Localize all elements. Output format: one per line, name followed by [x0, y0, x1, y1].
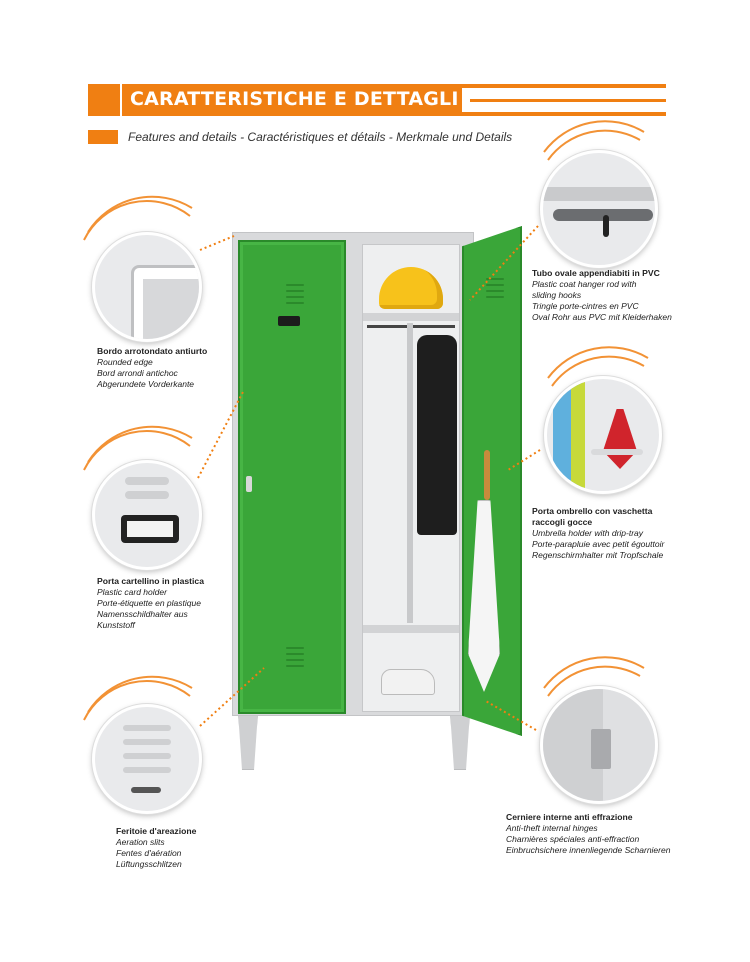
caption-title: Bordo arrotondato antiurto: [97, 346, 208, 356]
arc-aeration: [84, 681, 190, 720]
page-title: CARATTERISTICHE E DETTAGLI: [130, 88, 459, 110]
caption-fr: Tringle porte-cintres en PVC: [532, 301, 639, 311]
page-subtitle: Features and details - Caractéristiques et détails - Merkmale und Details: [128, 130, 513, 144]
connector-coat-rod: [470, 226, 538, 300]
connector-umbrella: [508, 450, 540, 470]
caption-en: Plastic coat hanger rod with: [532, 279, 637, 289]
caption-fr: Porte-parapluie avec petit égouttoir: [532, 539, 665, 549]
caption-en-continued: sliding hooks: [532, 290, 582, 300]
caption-de: Abgerundete Vorderkante: [97, 379, 195, 389]
connector-hinges: [484, 700, 536, 730]
caption-title: Feritoie d'areazione: [116, 826, 197, 836]
caption-de: Regenschirmhalter mit Tropfschale: [532, 550, 664, 560]
caption-fr: Porte-étiquette en plastique: [97, 598, 201, 608]
caption-fr: Bord arrondi antichoc: [97, 368, 178, 378]
caption-de: Namensschildhalter aus: [97, 609, 188, 619]
arc-rounded-edge: [84, 201, 190, 240]
caption-de: Oval Rohr aus PVC mit Kleiderhaken: [532, 312, 672, 322]
caption-en: Umbrella holder with drip-tray: [532, 528, 644, 538]
caption-en: Plastic card holder: [97, 587, 167, 597]
caption-fr: Charnières spéciales anti-effraction: [506, 834, 640, 844]
caption-title-continued: raccogli gocce: [532, 517, 593, 527]
connector-aeration: [200, 668, 264, 726]
connector-card-holder: [198, 390, 244, 478]
caption-fr: Fentes d'aération: [116, 848, 182, 858]
caption-de: Einbruchsichere innenliegende Scharnieren: [506, 845, 671, 855]
caption-title: Cerniere interne anti effrazione: [506, 812, 633, 822]
connector-rounded-edge: [200, 236, 234, 250]
caption-de: Lüftungsschlitzen: [116, 859, 182, 869]
caption-title: Porta ombrello con vaschetta: [532, 506, 653, 516]
caption-en: Aeration slits: [116, 837, 165, 847]
caption-title: Tubo ovale appendiabiti in PVC: [532, 268, 660, 278]
caption-title: Porta cartellino in plastica: [97, 576, 204, 586]
arc-card-holder: [84, 431, 190, 470]
caption-de-continued: Kunststoff: [97, 620, 135, 630]
caption-en: Rounded edge: [97, 357, 153, 367]
caption-en: Anti-theft internal hinges: [506, 823, 598, 833]
